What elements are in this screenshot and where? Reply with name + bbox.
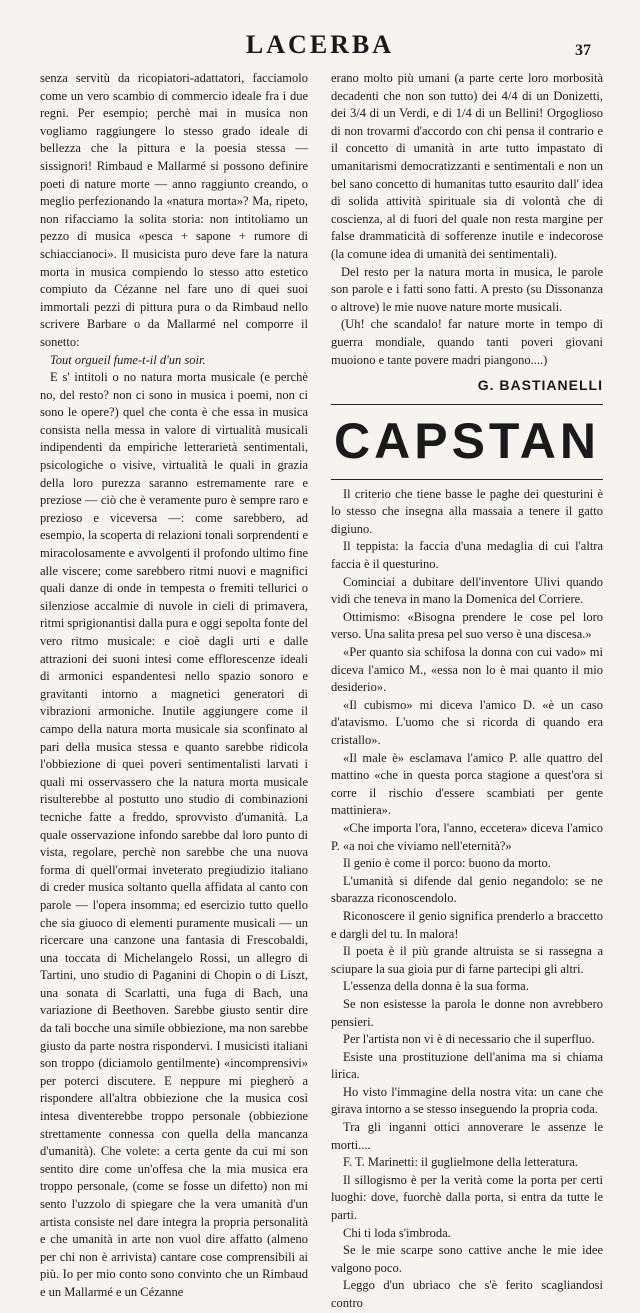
aphorism: F. T. Marinetti: il guglielmone della letteratura. <box>343 1155 578 1170</box>
aphorism: Per l'artista non vi è di necessario che il superfluo. <box>343 1032 595 1047</box>
left-column <box>40 70 308 1302</box>
paragraph: (Uh! che scandalo! far nature morte in tempo di guerra mondiale, quando tanti poveri giovani muoiono e tante povere madri piangono....) <box>331 317 603 367</box>
aphorism: Il sillogismo è per la verità come la porta per certi luoghi: dove, fuorchè dalla porta, si entra da tutte le parti. <box>331 1172 603 1223</box>
masthead-title: LACERBA <box>245 30 395 59</box>
aphorism: Il genio è come il porco: buono da morto. <box>343 856 551 871</box>
aphorism: L'umanità si difende dal genio negandolo: se ne sbarazza riconoscendolo. <box>331 873 603 906</box>
aphorism: Cominciai a dubitare dell'inventore Ulivi quando vidi che teneva in mano la Domenica del Corriere. <box>331 574 603 607</box>
aphorism: Se le mie scarpe sono cattive anche le mie idee valgono poco. <box>331 1243 603 1275</box>
aphorism: Leggo d'un ubriaco che s'è ferito scagliandosi contro <box>331 1278 603 1310</box>
quoted-verse: Tout orgueil fume-t-il d'un soir. <box>50 352 206 367</box>
aphorism: Il teppista: la faccia d'una medaglia di cui l'altra faccia è il questurino. <box>331 539 603 572</box>
aphorism: Il criterio che tiene basse le paghe dei questurini è lo stesso che insegna alla massaia a tenere il gatto digiuno. <box>331 486 603 536</box>
divider <box>331 404 603 405</box>
paragraph: erano molto più umani (a parte certe loro morbosità decadenti che non son tutto) dei 4/4 di un Donizetti, dei 3/4 di un Verdi, e di 1/4 di un Bellini! Orgoglioso di non trovarmi d'accordo con chi pensa il contrario e il concetto di umanità in arte tutto impastato di umanitarismi democratizzanti e sentimentali e non un bel sano concetto di humanitas tutto esaurito dall' idea di solida attività spirituale sia di volontà che di coscienza, al di fuori del quale non resta margine per false drammaticità di sofferenze inutile e indecorose (la comune idea di umanità dei sentimentali). <box>331 71 603 261</box>
aphorism: Chi ti loda s'imbroda. <box>343 1225 451 1240</box>
aphorism: «Il male è» esclamava l'amico P. alle quattro del mattino «che in questa porca stagione a quest'ora si corre il rischio d'essere scambiati per gente mattiniera». <box>331 750 603 818</box>
paragraph: Del resto per la natura morta in musica, le parole son parole e i fatti sono fatti. A presto (su Dissonanza o altrove) le mie nuove nature morte musicali. <box>331 264 603 314</box>
section-title: CAPSTAN <box>334 412 600 469</box>
aphorism: «Il cubismo» mi diceva l'amico D. «è un caso d'atavismo. L'uomo che si ricorda di quando era cristallo». <box>331 697 603 747</box>
aphorism: «Che importa l'ora, l'anno, eccetera» diceva l'amico P. «a noi che viviamo nell'eternità?» <box>331 820 603 853</box>
aphorism: Il poeta è il più grande altruista se si rassegna a sciupare la sua gioia pur di farne partecipi gli altri. <box>331 944 603 976</box>
aphorism: Riconoscere il genio significa prenderlo a braccetto e dargli del tu. In malora! <box>331 908 603 941</box>
divider <box>331 479 603 480</box>
aphorism: «Per quanto sia schifosa la donna con cui vado» mi diceva l'amico M., «essa non lo è mai quanto il mio desiderio». <box>331 645 603 695</box>
page-number: 37 <box>575 42 591 59</box>
right-column <box>331 70 603 1313</box>
aphorism: Ho visto l'immagine della nostra vita: un cane che girava intorno a se stesso inseguendo la propria coda. <box>331 1084 603 1117</box>
aphorism: Tra gli inganni ottici annoverare le assenze le morti.... <box>331 1120 603 1152</box>
aphorism: L'essenza della donna è la sua forma. <box>343 979 529 994</box>
aphorism: Esiste una prostituzione dell'anima ma si chiama lirica. <box>331 1049 603 1082</box>
paragraph: senza servitù da ricopiatori-adattatori, facciamolo come un vero scambio di commercio ideale fra i due regni. Per esempio; perchè mai in musica non vogliamo raggiungere lo stesso grado ideale di bellezza che la pittura e la poesia stessa — sissignori! Rimbaud e Mallarmé si possono definire poeti di nature morte — anno raggiunto creando, o meglio perfezionando la «natura morta»? Ma, ripeto, non rifacciamo la solita storia: non intitoliamo un pezzo di musica «pesca + sapone + rumore di schiaccianoci». Il musicista puro deve fare la natura morta in musica compiendo lo stesso atto estetico compiuto da Cézanne nel fare uno di quei suoi immortali pezzi di pittura pura o da Rimbaud nello scrivere Barbare o da Mallarmé nel comporre il sonetto: <box>40 71 308 349</box>
aphorism: Ottimismo: «Bisogna prendere le cose pel loro verso. Una salita presa pel suo verso è una discesa.» <box>331 609 603 642</box>
capstan-aphorisms <box>331 486 603 1313</box>
paragraph: E s' intitoli o no natura morta musicale (e perchè no, del resto? non ci sono in musica i poemi, non ci sono le opere?) quel che conta è che essa in musica consista nella messa in valore di virtualità musicali indipendenti da empiriche letterarietà sentimentali, psicologiche o visive, virtualità le quali in grazia della loro purezza saranno estremamente rare e preziose — ciò che è veramente puro è sempre raro e prezioso e viceversa —: come sarebbero, ad esempio, la scoperta di relazioni tonali sorprendenti e miracolosamente e avvolgenti il profondo ultimo fine alle viscere; come sarebbero ritmi nuovi e magnifici quali danze di onde in tempesta o fremiti tellurici o silenziose accalmie di nuvole in cieli di primavera, ritmi sprigionantisi dalla pura e oggi sepolta fonte del vero ritmo musicale: e cioè dagli urti e dalle attrazioni dei suoni intesi come efflorescenze ideali di armonici espandentesi nello spazio sonoro e gravitanti intorno a magnetici generatori di vibrazioni armoniche. Inutile aggiungere come il campo della natura morta musicale sia sconfinato al pari della musica stessa e quanto sarebbe ridicola l'obbiezione di quei poveri sentimentalisti larvati i quali mi osservassero che la natura morta musicale risulterebbe al postutto uno studio di combinazioni tecniche fatte a freddo, sprovvisto d'umanità. La quale osservazione infondo sarebbe dal loro punto di vista, regolare, perchè non sarebbe che una nuova forma di quell'ormai inveterato pregiudizio italiano di creder musica soltanto quella affidata al canto con parole — l'opera insomma; ed esercizio tutto quello che sia giuoco di elementi puramente musicali — un ricercare una canzone una fantasia di Frescobaldi, una toccata di Michelangelo Rossi, un allegro di Tartini, uno studio di Paganini di Chopin o di Liszt, una sonata di Scarlatti, una fuga di Bach, una variazione di Beethoven. Sarebbe giusto sentir dire da tali bocche una simile obbiezione, ma non sarebbe giusto da parte nostra rispondervi. I musicisti italiani son troppo (diciamolo gentilmente) «incomprensivi» per poterci discutere. E neppure mi piegherò a rispondere all'altra obbiezione che la musica così intesa diventerebbe troppo personale (obbiezione strettamente connessa con quella della mancanza d'umanità). Che volete: a certa gente da cui mi son sentito dire come un'offesa che la mia musica era troppo personale, (come se fosse un difetto) non mi sento l'uzzolo di spiegare che la vera umanità d'un artista consiste nel dare integra la propria personalità e che umanità in arte non vuol dire affatto (almeno per chi non è arrivista) cantare cose comprensibili ai più. Io per mio conto sono convinto che un Rimbaud e un Mallarmé e un Cézanne <box>40 370 308 1299</box>
aphorism: Se non esistesse la parola le donne non avrebbero pensieri. <box>331 996 603 1029</box>
author-signature: G. BASTIANELLI <box>477 377 603 394</box>
